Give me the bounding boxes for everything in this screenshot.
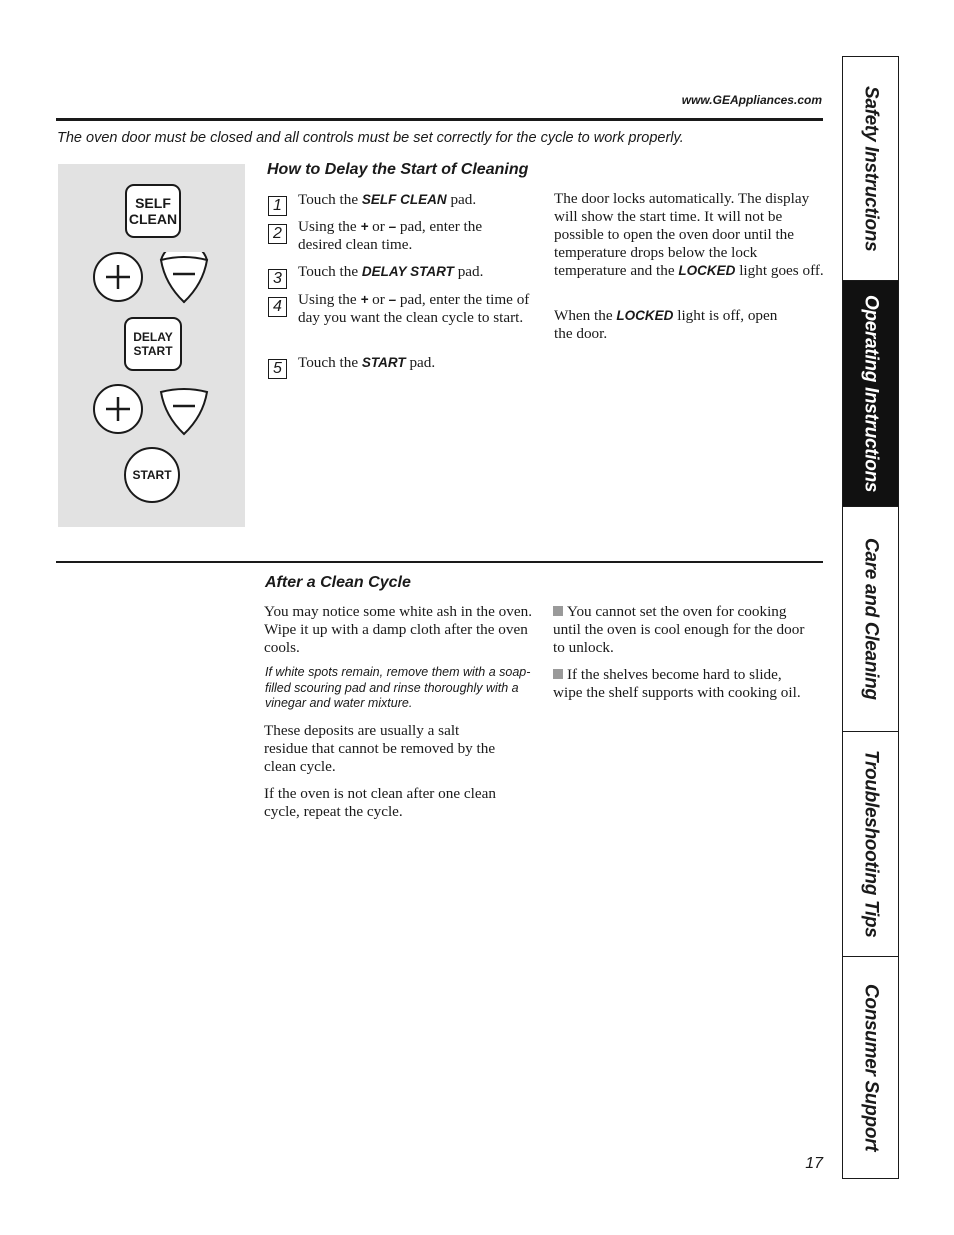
control-panel-illustration — [58, 164, 245, 527]
step-5-text: Touch the START pad. — [298, 354, 436, 371]
delay-start-pad-line2: START — [133, 344, 173, 358]
side-tabs — [842, 56, 899, 1179]
website-url: www.GEAppliances.com — [681, 93, 822, 107]
minus-pad-icon — [161, 389, 207, 434]
step-3-text: Touch the DELAY START pad. — [298, 263, 484, 280]
step-number-1: 1 — [268, 196, 287, 216]
tab-operating-instructions[interactable]: Operating Instructions — [843, 281, 898, 507]
tab-consumer-support[interactable]: Consumer Support — [860, 983, 882, 1152]
deposits-paragraph: These deposits are usually a salt residue that cannot be removed by the clean cycle. — [264, 722, 496, 775]
white-spots-note: If white spots remain, remove them with a soap-filled scouring pad and rinse thoroughly with a vinegar and water mixture. — [265, 665, 531, 710]
tab-care-and-cleaning[interactable]: Care and Cleaning — [843, 507, 898, 732]
delay-start-pad — [124, 317, 182, 371]
after-section-title: After a Clean Cycle — [265, 574, 411, 591]
ash-paragraph: You may notice some white ash in the oven. Wipe it up with a damp cloth after the oven cools. — [264, 603, 532, 656]
bullet-item-cool-oven: You cannot set the oven for cooking until the oven is cool enough for the door to unlock. — [553, 603, 805, 656]
repeat-cycle-paragraph: If the oven is not clean after one clean cycle, repeat the cycle. — [264, 785, 496, 820]
page-number: 17 — [805, 1155, 823, 1172]
bullet-square-icon — [553, 606, 563, 616]
bullet-square-icon — [553, 669, 563, 679]
section-divider — [56, 561, 823, 563]
step-1-text: Touch the SELF CLEAN pad. — [298, 191, 477, 208]
self-clean-pad-line1: SELF — [135, 195, 171, 211]
bullet-item-shelves: If the shelves become hard to slide, wipe the shelf supports with cooking oil. — [553, 666, 801, 701]
start-pad-label: START — [132, 468, 172, 482]
intro-note: The oven door must be closed and all controls must be set correctly for the cycle to work properly. — [57, 130, 684, 146]
start-pad — [124, 447, 180, 503]
step-4-text: Using the + or – pad, enter the time of day you want the clean cycle to start. — [298, 291, 530, 326]
plus-minus-pads-1 — [93, 252, 211, 304]
tab-troubleshooting-tips[interactable]: Troubleshooting Tips — [843, 732, 898, 957]
step-number-5: 5 — [268, 359, 287, 379]
step-2-text: Using the + or – pad, enter the desired clean time. — [298, 218, 483, 253]
step-number-3: 3 — [268, 269, 287, 289]
self-clean-pad — [125, 184, 181, 238]
tab-safety-instructions[interactable]: Safety Instructions — [843, 57, 898, 281]
top-rule — [56, 118, 823, 121]
door-lock-paragraph: The door locks automatically. The display will show the start time. It will not be possible to open the oven door until the temperature drops below the lock temperature and the LOCKED light goes off. — [554, 190, 824, 279]
step-number-4: 4 — [268, 297, 287, 317]
step-number-2: 2 — [268, 224, 287, 244]
self-clean-pad-line2: CLEAN — [128, 211, 178, 227]
open-door-paragraph: When the LOCKED light is off, open the door. — [554, 307, 778, 342]
plus-minus-pads-2 — [93, 384, 211, 436]
delay-start-pad-line1: DELAY — [133, 330, 173, 344]
delay-section-title: How to Delay the Start of Cleaning — [267, 161, 529, 178]
